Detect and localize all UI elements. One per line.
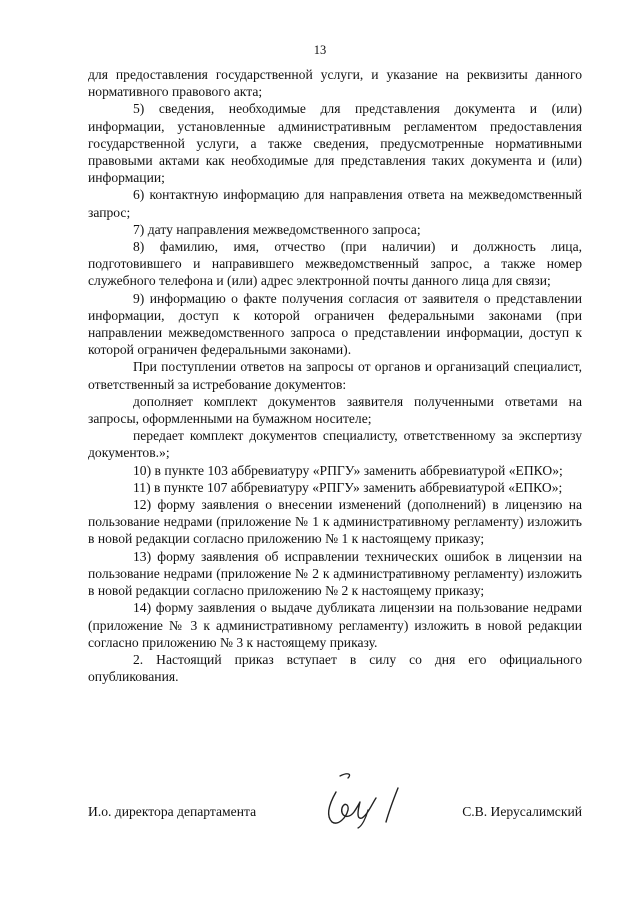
paragraph: 7) дату направления межведомственного запроса;	[133, 221, 421, 237]
paragraph: для предоставления государственной услуги, и указание на реквизиты данного нормативного правового акта;	[88, 67, 582, 100]
paragraph: 14) форму заявления о выдаче дубликата лицензии на пользование недрами (приложение № 3 к административному регламенту) изложить в новой редакции согласно приложению № 3 к настоящему приказу.	[88, 600, 582, 650]
paragraph: 2. Настоящий приказ вступает в силу со дня его официального опубликования.	[88, 651, 582, 685]
signature-block	[88, 803, 582, 823]
paragraph: передает комплект документов специалисту, ответственному за экспертизу документов.»;	[88, 428, 582, 461]
paragraph: 12) форму заявления о внесении изменений (дополнений) в лицензию на пользование недрами (приложение № 1 к административному регламенту) изложить в новой редакции согласно приложению № 1 к настоящему приказу;	[88, 497, 582, 547]
signatory-name: С.В. Иерусалимский	[462, 804, 582, 819]
paragraph: 8) фамилию, имя, отчество (при наличии) и должность лица, подготовившего и направившего межведомственный запрос, а также номер служебного телефона и (или) адрес электронной почты данного лица для связи;	[88, 239, 582, 289]
page-number: 13	[313, 43, 327, 57]
document-body	[88, 66, 582, 685]
paragraph: 9) информацию о факте получения согласия от заявителя о представлении информации, доступ к которой ограничен федеральными законами (при направлении межведомственного запроса о представлении информации, доступ к которой ограничен федеральными законами).	[88, 290, 582, 358]
paragraph: 13) форму заявления об исправлении технических ошибок в лицензии на пользование недрами (приложение № 2 к административному регламенту) изложить в новой редакции согласно приложению № 2 к настоящему приказу;	[88, 548, 582, 599]
paragraph: 6) контактную информацию для направления ответа на межведомственный запрос;	[88, 187, 582, 220]
paragraph: При поступлении ответов на запросы от органов и организаций специалист, ответственный за истребование документов:	[88, 359, 582, 392]
paragraph: 5) сведения, необходимые для представления документа и (или) информации, установленные административным регламентом предоставления государственной услуги, а также сведения, предусмотренные нормативными правовыми актами как необходимые для представления таких документа и (или) информации;	[88, 101, 582, 186]
paragraph: дополняет комплект документов заявителя полученными ответами на запросы, оформленными на бумажном носителе;	[88, 393, 582, 427]
signatory-position: И.о. директора департамента	[88, 804, 257, 819]
paragraph: 11) в пункте 107 аббревиатуру «РПГУ» заменить аббревиатурой «ЕПКО»;	[133, 479, 563, 495]
paragraph: 10) в пункте 103 аббревиатуру «РПГУ» заменить аббревиатурой «ЕПКО»;	[133, 462, 563, 478]
